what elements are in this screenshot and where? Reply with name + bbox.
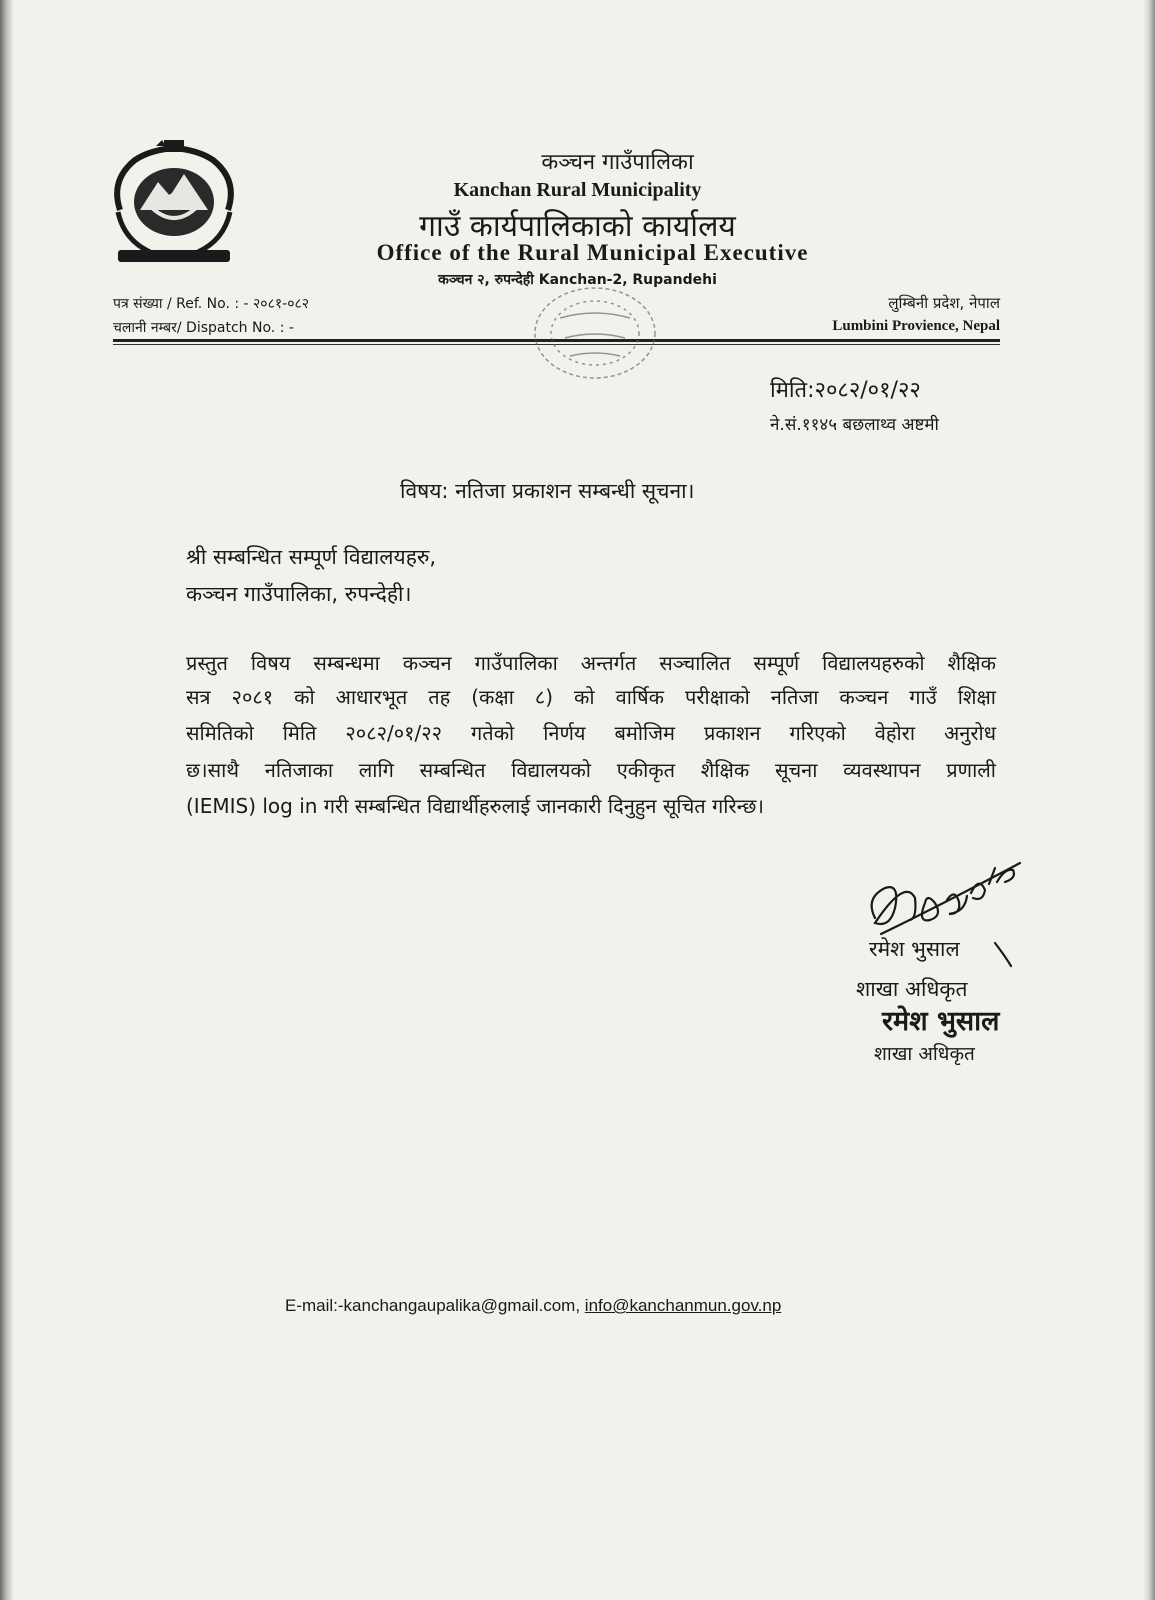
municipality-name-english: Kanchan Rural Municipality [453,179,702,201]
footer-contact [285,1296,781,1316]
letter-subject: विषय: नतिजा प्रकाशन सम्बन्धी सूचना। [400,479,695,503]
signatory-title: शाखा अधिकृत [856,977,968,1001]
office-address: कञ्चन २, रुपन्देही Kanchan-2, Rupandehi [438,272,717,288]
addressee-line-2: कञ्चन गाउँपालिका, रुपन्देही। [186,582,412,606]
office-stamp-icon [520,278,670,398]
office-name-english: Office of the Rural Municipal Executive [376,240,809,265]
office-name-nepali: गाउँ कार्यपालिकाको कार्यालय [419,209,736,244]
footer-email-link[interactable]: info@kanchanmun.gov.np [584,1296,782,1315]
letter-date: मिति:२०८२/०१/२२ [770,378,921,403]
dispatch-number: चलानी नम्बर/ Dispatch No. : - [113,320,294,336]
body-line: समितिको मिति २०८२/०१/२२ गतेको निर्णय बमोजिम प्रकाशन गरिएको वेहोरा अनुरोध [186,721,996,745]
body-line: सत्र २०८१ को आधारभूत तह (कक्षा ८) को वार्षिक परीक्षाको नतिजा कञ्चन गाउँ शिक्षा [186,685,996,709]
body-line: (IEMIS) log in गरी सम्बन्धित विद्यार्थीहरुलाई जानकारी दिनुहुन सूचित गरिन्छ। [186,794,764,818]
province-english: Lumbini Provience, Nepal [832,318,1000,334]
nepal-sambat-date: ने.सं.११४५ बछलाथ्व अष्टमी [770,415,939,435]
signatory-name: रमेश भुसाल [869,937,960,961]
reference-number: पत्र संख्या / Ref. No. : - २०८१-०८२ [113,296,310,312]
municipality-name-nepali: कञ्चन गाउँपालिका [541,150,694,175]
province-nepali: लुम्बिनी प्रदेश, नेपाल [888,294,1000,312]
addressee-line-1: श्री सम्बन्धित सम्पूर्ण विद्यालयहरु, [186,545,437,569]
signatory-name-stamp: रमेश भुसाल [882,1006,1000,1037]
body-line: छ।साथै नतिजाका लागि सम्बन्धित विद्यालयको एकीकृत शैक्षिक सूचना व्यवस्थापन प्रणाली [186,758,996,782]
signatory-title-stamp: शाखा अधिकृत [874,1043,975,1065]
footer-email: E-mail:-kanchangaupalika@gmail.com, [285,1296,581,1315]
body-line: प्रस्तुत विषय सम्बन्धमा कञ्चन गाउँपालिका अन्तर्गत सञ्चालित सम्पूर्ण विद्यालयहरुको शैक्षिक [186,651,996,675]
